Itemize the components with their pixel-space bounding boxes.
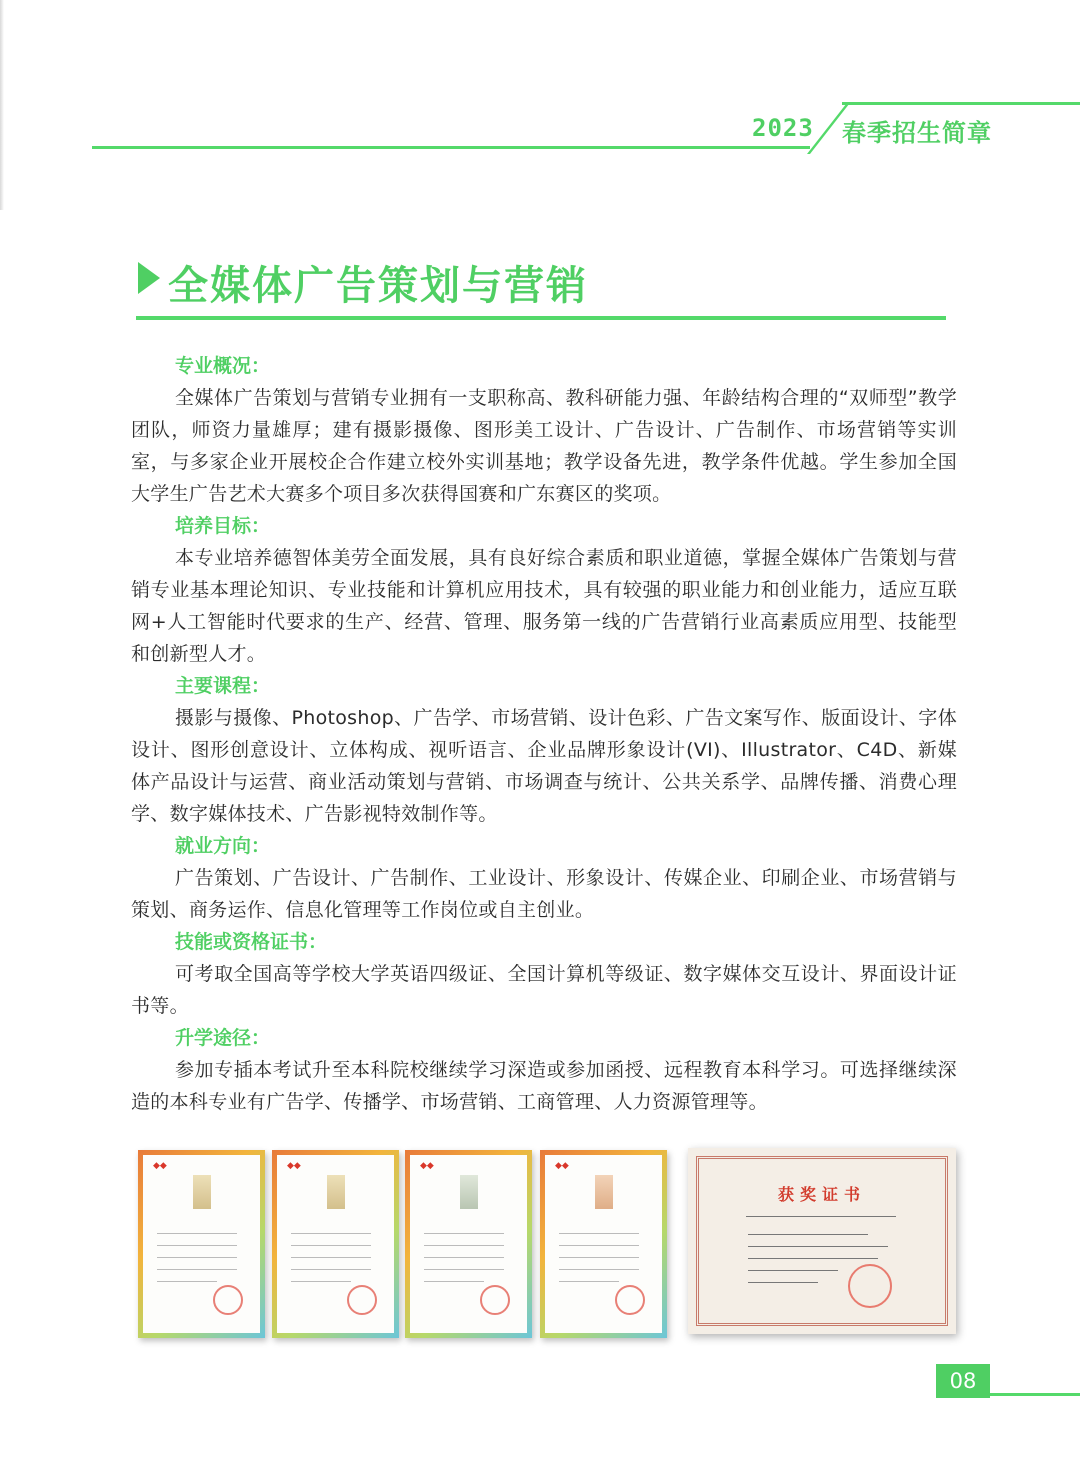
header-year: 2023 [752,114,814,142]
block-heading: 培养目标： [175,515,271,537]
block-text: 全媒体广告策划与营销专业拥有一支职称高、教科研能力强、年龄结构合理的“双师型”教学团队，师资力量雄厚；建有摄影摄像、图形美工设计、广告设计、广告制作、市场营销等实训室，与多家企业开展校企合作建立校外实训基地；教学设备先进，教学条件优越。学生参加全国大学生广告艺术大赛多个项目多次获得国赛和广东赛区的奖项。 [131,387,957,505]
certificate-image-2 [272,1150,399,1338]
certificate-emblem [193,1175,211,1209]
block-text: 本专业培养德智体美劳全面发展，具有良好综合素质和职业道德，掌握全媒体广告策划与营销专业基本理论知识、专业技能和计算机应用技术，具有较强的职业能力和创业能力，适应互联网+人工智能时代要求的生产、经营、管理、服务第一线的广告营销行业高素质应用型、技能型和创新型人才。 [131,547,957,665]
block-heading: 就业方向： [175,835,271,857]
page-number: 08 [936,1364,990,1398]
page-edge-shadow [0,0,4,210]
red-seal-icon [848,1264,892,1308]
block-text: 参加专插本考试升至本科院校继续学习深造或参加函授、远程教育本科学习。可选择继续深造的本科专业有广告学、传播学、市场营销、工商管理、人力资源管理等。 [131,1059,957,1113]
header-title: 春季招生简章 [842,119,992,147]
header-rule [92,146,810,149]
block-text: 广告策划、广告设计、广告制作、工业设计、形象设计、传媒企业、印刷企业、市场营销与策划、商务运作、信息化管理等工作岗位或自主创业。 [131,867,957,921]
block-text: 摄影与摄像、Photoshop、广告学、市场营销、设计色彩、广告文案写作、版面设计、字体设计、图形创意设计、立体构成、视听语言、企业品牌形象设计(VI)、Illustrator、C4D、新媒体产品设计与运营、商业活动策划与营销、市场调查与统计、公共关系学、品牌传播、消费心理学、数字媒体技术、广告影视特效制作等。 [131,707,957,825]
header-top-rule [842,102,1080,105]
seal-icon [347,1285,377,1315]
block-heading: 升学途径： [175,1027,271,1049]
block-further-study [131,1022,957,1118]
certificate-emblem [595,1175,613,1209]
certificate-image-1 [138,1150,265,1338]
contest-logo-icon: ◆◆ [420,1161,434,1171]
seal-icon [615,1285,645,1315]
section-title: 全媒体广告策划与营销 [168,263,588,309]
page-number-rule [990,1393,1080,1396]
certificate-emblem [327,1175,345,1209]
section-title-rule [136,316,946,320]
block-heading: 主要课程： [175,675,271,697]
block-employment [131,830,957,926]
certificate-image-3 [405,1150,532,1338]
contest-logo-icon: ◆◆ [287,1161,301,1171]
block-courses [131,670,957,830]
certificate-image-4 [540,1150,667,1338]
triangle-bullet-icon [138,262,160,294]
block-heading: 技能或资格证书： [175,931,328,953]
seal-icon [480,1285,510,1315]
award-certificate-image [688,1148,956,1334]
body-content [131,350,957,1118]
contest-logo-icon: ◆◆ [555,1161,569,1171]
block-objectives [131,510,957,670]
block-overview [131,350,957,510]
block-certificates [131,926,957,1022]
block-text: 可考取全国高等学校大学英语四级证、全国计算机等级证、数字媒体交互设计、界面设计证书等。 [131,963,957,1017]
seal-icon [213,1285,243,1315]
contest-logo-icon: ◆◆ [153,1161,167,1171]
award-title: 获奖证书 [777,1185,866,1204]
certificate-emblem [460,1175,478,1209]
block-heading: 专业概况： [175,355,271,377]
